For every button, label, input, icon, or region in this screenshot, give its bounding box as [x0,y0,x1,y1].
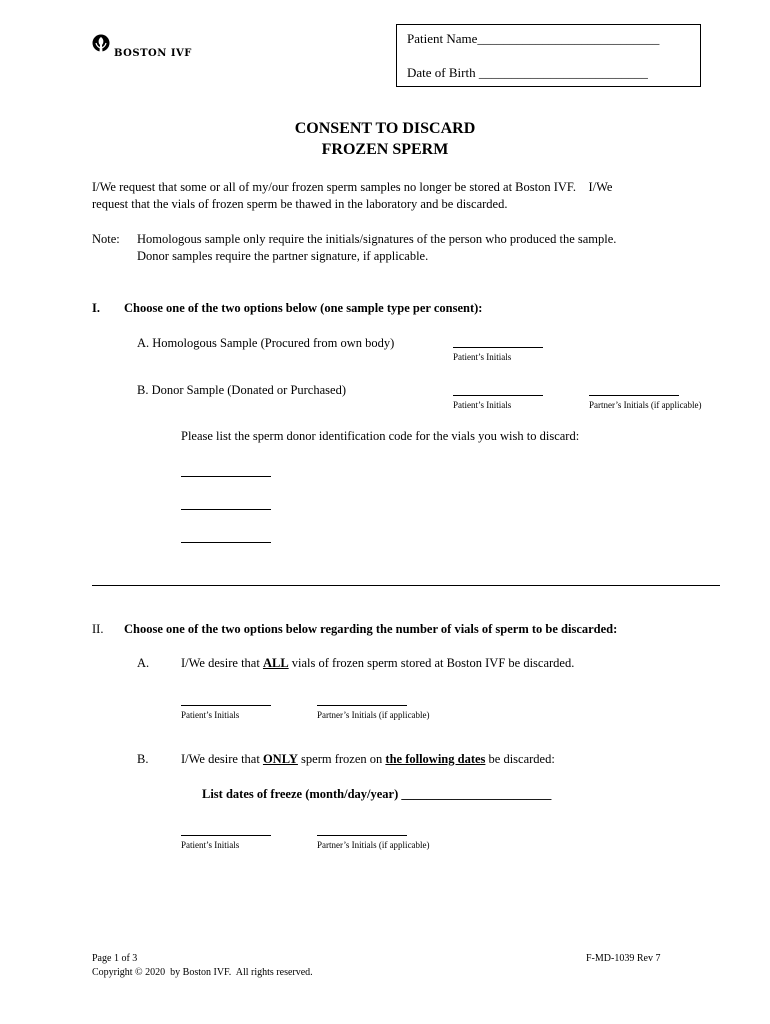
signature-line[interactable] [453,395,543,396]
all-patient-initials[interactable] [181,705,271,721]
logo-text: BOSTON IVF [114,48,192,59]
form-id: F-MD-1039 Rev 7 [586,953,661,964]
freeze-dates-field[interactable]: ________________________ [401,787,552,801]
donor-patient-initials[interactable] [453,395,543,411]
patient-initials-caption: Patient’s Initials [453,352,512,362]
section-2-heading: Choose one of the two options below regarding the number of vials of sperm to be discarded: [124,622,618,636]
signature-line[interactable] [181,705,271,706]
option-2b-text [181,751,555,768]
all-partner-initials[interactable] [317,705,430,721]
signature-line[interactable] [181,835,271,836]
title-line-2: FROZEN SPERM [321,141,449,158]
option-2a-text [181,655,574,672]
dates-patient-initials[interactable] [181,835,271,851]
freeze-dates-row [202,786,551,803]
section-2-number: II. [92,622,104,636]
partner-initials-caption: Partner’s Initials (if applicable) [317,710,430,720]
title-line-1: CONSENT TO DISCARD [294,120,476,137]
option-2b-pre: I/We desire that [181,752,263,766]
patient-info-box [396,24,701,87]
section-1-number: I. [92,301,100,315]
intro-line-2: request that the vials of frozen sperm be thawed in the laboratory and be discarded. [92,197,508,211]
patient-name-label: Patient Name [407,31,478,46]
option-b-donor: B. Donor Sample (Donated or Purchased) [137,383,346,397]
document-title [0,118,770,160]
note-text [137,231,616,265]
option-2a-post: vials of frozen sperm stored at Boston IVF be discarded. [288,656,575,670]
signature-line[interactable] [317,835,407,836]
section-1-heading: Choose one of the two options below (one sample type per consent): [124,301,483,315]
date-of-birth-row [407,65,648,81]
boston-ivf-logo-icon [92,34,112,60]
signature-line[interactable] [453,347,543,348]
note-line-2: Donor samples require the partner signature, if applicable. [137,249,429,263]
signature-line[interactable] [589,395,679,396]
donor-code-line-3[interactable] [181,542,271,543]
signature-line[interactable] [317,705,407,706]
option-2a-letter: A. [137,656,150,670]
freeze-dates-label: List dates of freeze (month/day/year) [202,787,402,801]
partner-initials-caption: Partner’s Initials (if applicable) [317,840,430,850]
homologous-patient-initials[interactable] [453,347,543,363]
option-2a-all: ALL [262,656,289,670]
option-2a-pre: I/We desire that [181,656,263,670]
copyright: Copyright © 2020 by Boston IVF. All rights reserved. [92,967,313,978]
footer-left [92,952,313,980]
patient-initials-caption: Patient’s Initials [181,840,240,850]
page-number: Page 1 of 3 [92,953,138,964]
donor-partner-initials[interactable] [589,395,702,411]
intro-paragraph [92,179,612,213]
option-2b-letter: B. [137,752,149,766]
note-line-1: Homologous sample only require the initials/signatures of the person who produced the sample. [137,232,617,246]
patient-initials-caption: Patient’s Initials [453,400,512,410]
patient-name-field[interactable]: ____________________________ [477,31,660,46]
date-of-birth-field[interactable]: __________________________ [478,65,648,80]
donor-code-line-2[interactable] [181,509,271,510]
option-2b-only: ONLY [262,752,298,766]
option-a-homologous: A. Homologous Sample (Procured from own body) [137,336,395,350]
dates-partner-initials[interactable] [317,835,430,851]
donor-code-prompt: Please list the sperm donor identification code for the vials you wish to discard: [181,429,580,443]
option-2b-post: be discarded: [485,752,555,766]
partner-initials-caption: Partner’s Initials (if applicable) [589,400,702,410]
note-label: Note: [92,232,120,246]
donor-code-line-1[interactable] [181,476,271,477]
option-2b-dates: the following dates [385,752,486,766]
patient-initials-caption: Patient’s Initials [181,710,240,720]
date-of-birth-label: Date of Birth [407,65,476,80]
boston-ivf-logo [92,34,222,64]
intro-line-1: I/We request that some or all of my/our frozen sperm samples no longer be stored at Boston IVF. I/We [92,180,613,194]
option-2b-mid: sperm frozen on [297,752,386,766]
patient-name-row [407,31,659,47]
section-divider [92,585,720,586]
